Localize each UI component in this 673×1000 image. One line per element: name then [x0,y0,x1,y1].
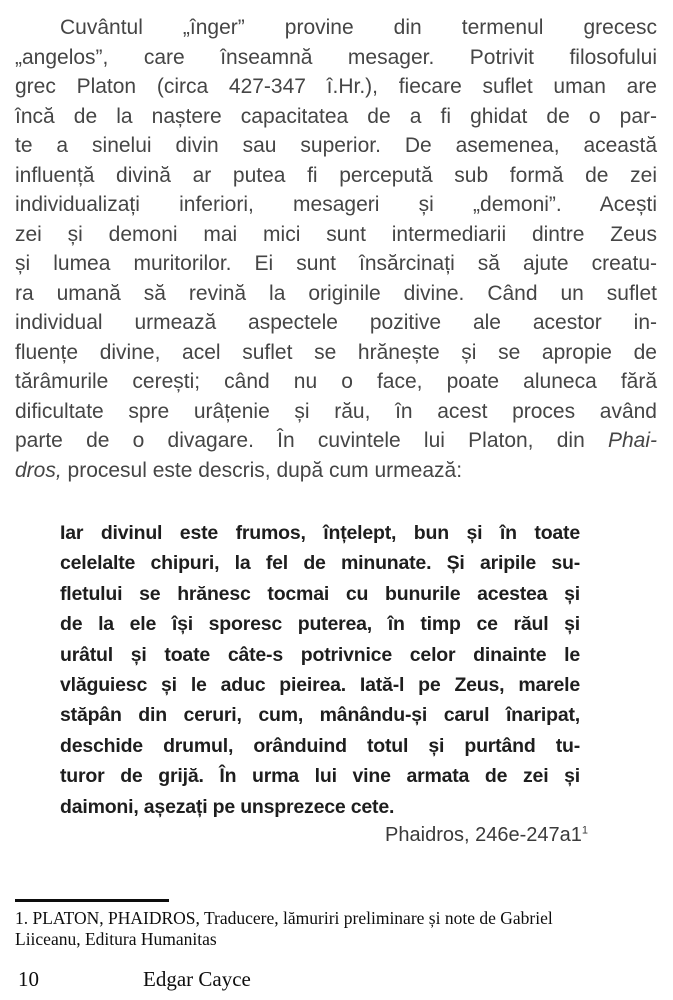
text-segment: Iar divinul este frumos, înțelept, bun și în toate [60,522,580,544]
text-segment: încă de la naștere capacitatea de a fi ghidat de o par- [15,104,657,128]
text-segment: celelalte chipuri, la fel de minunate. Și aripile su- [60,552,580,575]
text-line [60,792,580,822]
text-segment: parte de o divagare. În cuvintele lui Platon, din [15,429,608,452]
text-segment: turor de grijă. În urma lui vine armata de zei și [60,765,580,788]
text-line [15,367,657,397]
block-quote [60,518,580,822]
footnote-reference-superscript: 1 [581,824,588,837]
text-line [60,609,580,639]
text-segment: vlăguiesc și le aduc pieirea. Iată-l pe Zeus, marele [60,674,580,697]
text-segment: de la ele își sporesc puterea, în timp ce răul și [60,613,580,636]
text-segment: tărâmurile cerești; când nu o face, poate aluneca fără [15,370,657,393]
text-segment: Cuvântul „înger” provine din termenul grecesc [60,16,657,39]
text-segment: fletului se hrănesc tocmai cu bunurile acestea și [60,582,580,605]
text-line [15,397,657,427]
text-segment: ra umană să revină la originile divine. Când un suflet [15,281,657,305]
text-segment: și lumea muritorilor. Ei sunt însărcinați să ajute creatu- [15,252,657,275]
text-segment: zei și demoni mai mici sunt intermediarii dintre Zeus [15,222,657,246]
attribution-text: Phaidros, 246e-247a1 [385,824,582,846]
text-segment: urâtul și toate câte-s potrivnice celor dinainte le [60,643,580,666]
text-line [15,308,657,338]
text-line [15,456,657,486]
footnote [15,899,651,949]
text-line [15,161,657,191]
page-number: 10 [18,967,39,991]
footnote-text [15,908,651,949]
text-line [15,338,657,368]
text-segment: fluențe divine, acel suflet se hrănește și se apropie de [15,340,657,364]
text-segment: individual urmează aspectele pozitive ale acestor in- [15,311,657,334]
text-line [60,640,580,670]
text-line [15,43,657,73]
text-segment: „angelos”, care înseamnă mesager. Potrivit filosofului [15,45,657,69]
text-line [15,190,657,220]
main-paragraph [15,13,657,485]
text-line [60,670,580,700]
text-line [15,102,657,132]
text-line [15,220,657,250]
running-title: Edgar Cayce [143,967,251,991]
text-segment: dificultate spre urâțenie și rău, în acest proces având [15,399,657,423]
text-line [60,518,580,548]
text-line [15,279,657,309]
text-line [15,72,657,102]
footnote-divider [15,899,169,902]
text-line [60,761,580,791]
text-segment: te a sinelui divin sau superior. De asemenea, această [15,134,657,157]
text-line [15,249,657,279]
text-segment: procesul este descris, după cum urmează: [61,458,463,482]
text-segment: individualizați inferiori, mesageri și „demoni”. Acești [15,193,657,216]
text-segment: deschide drumul, orânduind totul și purtând tu- [60,734,580,757]
text-line [15,131,657,161]
text-segment: stăpân din ceruri, cum, mânându-și carul înaripat, [60,704,580,727]
quote-attribution [60,820,588,850]
text-line [15,13,657,43]
text-line [60,579,580,609]
text-segment: Phai- [607,429,657,452]
text-line [60,731,580,761]
text-line [60,548,580,578]
text-line [15,426,657,456]
footnote-line: 1. PLATON, PHAIDROS, Traducere, lămuriri preliminare și note de Gabriel [15,908,553,928]
text-segment: grec Platon (circa 427-347 î.Hr.), fiecare suflet uman are [15,75,657,98]
page-footer [18,967,251,992]
text-segment: daimoni, așezați pe unsprezece cete. [60,795,395,818]
text-line [60,700,580,730]
text-segment: influență divină ar putea fi percepută sub formă de zei [15,163,657,187]
text-segment: dros, [15,458,62,482]
footnote-line: Liiceanu, Editura Humanitas [15,928,217,949]
